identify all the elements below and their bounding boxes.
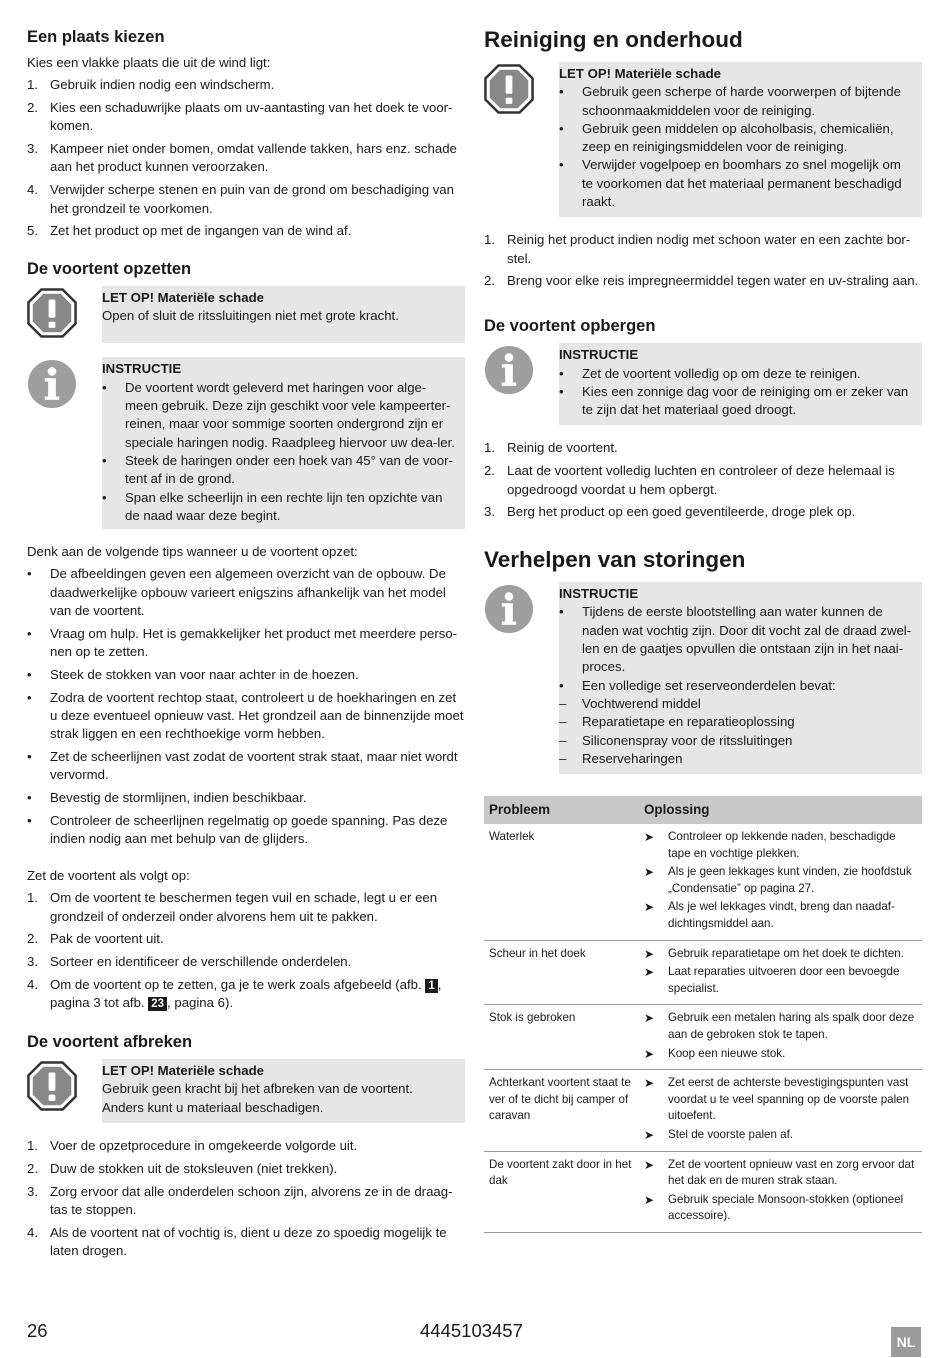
arrow-icon: ➤ (644, 865, 655, 880)
caution-text: Gebruik geen kracht bij het afbreken van de voortent. Anders kunt u materiaal beschadigen. (102, 1081, 413, 1115)
arrow-icon: ➤ (644, 946, 655, 961)
list-item: 3. Berg het product op een goed geventileerde, droge plek op. (484, 504, 856, 520)
list-item: – Reparatietape en reparatieoplossing (559, 714, 795, 730)
list-item: • Bevestig de stormlijnen, indien beschikbaar. (27, 790, 307, 806)
list-item: 4. Verwijder scherpe stenen en puin van de grond om beschadiging van het grondzeil te voorkomen. (27, 182, 454, 216)
arrow-icon: ➤ (644, 1076, 655, 1091)
list-item: 2. Kies een schaduwrijke plaats om uv-aantasting van het doek te voor-komen. (27, 100, 453, 134)
column-header-solution: Oplossing (639, 796, 922, 824)
table-row (484, 940, 922, 1005)
caution-icon (484, 64, 534, 114)
list-item: • Zet de voortent volledig op om deze te reinigen. (559, 365, 861, 381)
problem-cell: Waterlek (484, 824, 639, 940)
list-item: 4. Als de voortent nat of vochtig is, dient u deze zo spoedig mogelijk te laten drogen. (27, 1224, 447, 1259)
table-row (484, 824, 922, 940)
caution-notice (27, 1059, 465, 1123)
list-item: • Vraag om hulp. Het is gemakkelijker het product met meerdere perso-nen op te zetten. (27, 625, 458, 660)
problem-cell: De voortent zakt door in het dak (484, 1151, 639, 1232)
numbered-list (27, 76, 465, 240)
list-item: 1. Reinig het product indien nodig met schoon water en een zachte bor-stel. (484, 232, 911, 266)
caution-heading: LET OP! Materiële schade (102, 290, 264, 306)
solution-cell: ➤ Gebruik reparatietape om het doek te dichten. ➤ Laat reparaties uitvoeren door een bevoegde specialist. (639, 940, 922, 1005)
info-heading: INSTRUCTIE (559, 586, 639, 602)
list-item: 4. Om de voortent op te zetten, ga je te werk zoals afgebeeld (afb. 1 , pagina 3 tot afb. 23 , pagina 6). (27, 977, 442, 1011)
section-title-cleaning: Reiniging en onderhoud (484, 27, 743, 52)
list-item: • De voortent wordt geleverd met haringen voor alge-meen gebruik. Deze zijn geschikt voor vele kampeerter-reinen, maar voor sommige soorten ondergrond zijn er speciale haringen nodig. Raadpleeg hiervoor uw dea-ler. (102, 379, 455, 450)
caution-icon (27, 1061, 77, 1111)
list-item: • Span elke scheerlijn in een rechte lijn ten opzichte van de naad waar deze begint. (102, 489, 443, 523)
list-item: 3. Zorg ervoor dat alle onderdelen schoon zijn, alvorens ze in de draag-tas te stoppen. (27, 1183, 453, 1217)
caution-notice (27, 286, 465, 343)
numbered-list (27, 1137, 465, 1260)
arrow-icon: ➤ (644, 1157, 655, 1172)
list-item: • Kies een zonnige dag voor de reiniging om er zeker van te zijn dat het materiaal goed droogt. (559, 383, 909, 418)
table-row (484, 1070, 922, 1151)
paragraph: Kies een vlakke plaats die uit de wind ligt: (27, 55, 271, 70)
caution-heading: LET OP! Materiële schade (102, 1063, 264, 1079)
info-icon (484, 584, 534, 634)
list-item: • Steek de stokken van voor naar achter in de hoezen. (27, 666, 359, 682)
arrow-icon: ➤ (644, 965, 655, 980)
caution-notice (484, 62, 922, 217)
bullet-list (27, 565, 465, 848)
list-item: – Vochtwerend middel (559, 695, 701, 711)
section-title-troubleshooting: Verhelpen van storingen (484, 547, 746, 573)
table-row (484, 1005, 922, 1070)
arrow-icon: ➤ (644, 900, 655, 915)
arrow-icon: ➤ (644, 1128, 655, 1143)
list-item: 2. Laat de voortent volledig luchten en controleer of deze helemaal is opgedroogd voordat u hem opbergt. (484, 463, 895, 497)
page-number: 26 (27, 1320, 48, 1341)
list-item: • Zodra de voortent rechtop staat, controleert u de hoekharingen en zet u deze eventueel opnieuw vast. Het grondzeil aan de binnenzijde moet strak liggen en een rechthoekige vorm hebben. (27, 689, 464, 742)
problem-cell: Stok is gebroken (484, 1005, 639, 1070)
section-title-storage: De voortent opbergen (484, 317, 656, 336)
info-icon (484, 345, 534, 395)
problem-cell: Achterkant voortent staat te ver of te dicht bij camper of caravan (484, 1070, 639, 1151)
list-item: 3. Kampeer niet onder bomen, omdat vallende takken, hars enz. schade aan het product kunnen veroorzaken. (27, 141, 457, 175)
language-badge: NL (891, 1327, 921, 1357)
list-item: • Gebruik geen scherpe of harde voorwerpen of bijtende schoonmaakmiddelen voor de reiniging. (559, 84, 901, 118)
info-icon (27, 359, 77, 409)
list-item: • Gebruik geen middelen op alcoholbasis, chemicaliën, zeep en reinigingsmiddelen voor de reiniging. (559, 120, 894, 155)
list-item: – Reserveharingen (559, 750, 683, 766)
left-column (27, 26, 465, 1265)
list-item: 2. Breng voor elke reis impregneermiddel tegen water en uv-straling aan. (484, 273, 919, 289)
document-code: 4445103457 (420, 1320, 523, 1341)
caution-icon (27, 288, 77, 338)
list-item: • Zet de scheerlijnen vast zodat de voortent strak staat, maar niet wordt vervormd. (27, 749, 458, 783)
list-item: 2. Duw de stokken uit de stoksleuven (niet trekken). (27, 1160, 338, 1176)
caution-text: Open of sluit de ritssluitingen niet met grote kracht. (102, 308, 399, 324)
info-notice (27, 357, 465, 529)
column-header-problem: Probleem (484, 796, 639, 824)
list-item: 5. Zet het product op met de ingangen van de wind af. (27, 223, 352, 239)
list-item: • De afbeeldingen geven een algemeen overzicht van de opbouw. De daadwerkelijke opbouw varieert enigszins afhankelijk van het model van de voortent. (27, 566, 446, 619)
info-heading: INSTRUCTIE (559, 347, 639, 363)
numbered-list (27, 889, 465, 1012)
paragraph: Denk aan de volgende tips wanneer u de voortent opzet: (27, 544, 358, 560)
list-item: • Verwijder vogelpoep en boomhars zo snel mogelijk om te voorkomen dat het materiaal permanent beschadigd raakt. (559, 157, 902, 210)
right-column (484, 26, 922, 1233)
solution-cell: ➤ Gebruik een metalen haring als spalk door deze aan de gebroken stok te tapen. ➤ Koop een nieuwe stok. (639, 1005, 922, 1070)
figure-ref-badge: 23 (148, 997, 167, 1011)
problem-cell: Scheur in het doek (484, 940, 639, 1005)
arrow-icon: ➤ (644, 1192, 655, 1207)
arrow-icon: ➤ (644, 830, 655, 845)
info-heading: INSTRUCTIE (102, 361, 182, 377)
list-item: 1. Gebruik indien nodig een windscherm. (27, 77, 275, 93)
solution-cell: ➤ Zet de voortent opnieuw vast en zorg ervoor dat het dak en de muren strak staan. ➤ Gebruik speciale Monsoon-stokken (optioneel accessoire). (639, 1151, 922, 1232)
numbered-list (484, 439, 922, 521)
list-item: – Siliconenspray voor de ritssluitingen (559, 732, 793, 748)
list-item: 1. Reinig de voortent. (484, 440, 618, 456)
list-item: • Een volledige set reserveonderdelen bevat: – Vochtwerend middel – Reparatietape en reparatieoplossing – Siliconenspray voor de ritssluitingen – Reserveharingen (559, 677, 914, 768)
list-item: • Tijdens de eerste blootstelling aan water kunnen de naden wat vochtig zijn. Door dit vocht zal de draad zwel-len en de gaatjes opvullen die ontstaan zijn in het naai-proces. (559, 604, 912, 675)
list-item: • Controleer de scheerlijnen regelmatig op goede spanning. Pas deze indien nodig aan met behulp van de glijders. (27, 813, 448, 847)
list-item: 3. Sorteer en identificeer de verschillende onderdelen. (27, 954, 352, 970)
list-item: • Steek de haringen onder een hoek van 45° van de voor-tent af in de grond. (102, 452, 453, 487)
info-notice (484, 582, 922, 774)
list-item: 1. Voer de opzetprocedure in omgekeerde volgorde uit. (27, 1138, 358, 1154)
numbered-list (484, 231, 922, 290)
table-row (484, 1151, 922, 1232)
paragraph: Zet de voortent als volgt op: (27, 868, 190, 884)
section-title-choose-place: Een plaats kiezen (27, 28, 165, 46)
caution-heading: LET OP! Materiële schade (559, 66, 721, 81)
section-title-take-down: De voortent afbreken (27, 1033, 193, 1052)
list-item: 2. Pak de voortent uit. (27, 931, 164, 947)
solution-cell: ➤ Zet eerst de achterste bevestigingspunten vast voordat u te veel spanning op de voorste palen uitoefent. ➤ Stel de voorste palen af. (639, 1070, 922, 1151)
solution-cell: ➤ Controleer op lekkende naden, beschadigde tape en vochtige plekken. ➤ Als je geen lekkages kunt vinden, zie hoofdstuk „Condensatie” op pagina 27. ➤ Als je wel lekkages vindt, breng dan naadaf-dichtingsmiddel aan. (639, 824, 922, 940)
info-notice (484, 343, 922, 425)
figure-ref-badge: 1 (425, 979, 437, 993)
troubleshooting-table (484, 796, 922, 1233)
arrow-icon: ➤ (644, 1011, 655, 1026)
section-title-pitch-awning: De voortent opzetten (27, 260, 192, 279)
arrow-icon: ➤ (644, 1046, 655, 1061)
list-item: 1. Om de voortent te beschermen tegen vuil en schade, legt u er een grondzeil of onderzeil onder alvorens hem uit te pakken. (27, 890, 438, 924)
